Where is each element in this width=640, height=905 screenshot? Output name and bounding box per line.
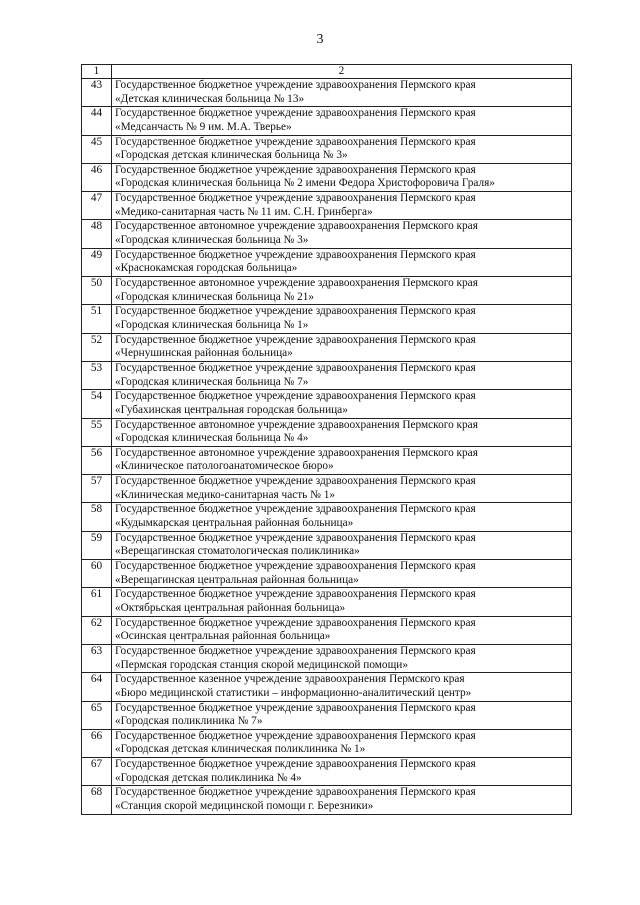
institution-type-line: Государственное бюджетное учреждение здравоохранения Пермского края <box>115 758 476 771</box>
header-cell-name: 2 <box>112 65 572 79</box>
institution-type-line: Государственное бюджетное учреждение здравоохранения Пермского края <box>115 531 476 544</box>
institution-name-line: «Осинская центральная районная больница» <box>115 630 331 643</box>
table-row <box>82 418 572 446</box>
table-row <box>82 644 572 672</box>
institution-name-line: «Медсанчасть № 9 им. М.А. Тверье» <box>115 120 292 133</box>
table-row <box>82 588 572 616</box>
institution-name-line: «Городская клиническая больница № 7» <box>115 375 309 388</box>
institution-name-line: «Краснокамская городская больница» <box>115 262 298 275</box>
institution-name-line: «Октябрьская центральная районная больница» <box>115 601 346 614</box>
institution-name-cell <box>112 588 572 616</box>
institution-name-line: «Верещагинская стоматологическая поликлиника» <box>115 545 360 558</box>
row-number-cell: 64 <box>82 673 112 701</box>
institution-name-line: «Городская детская клиническая больница № 3» <box>115 149 348 162</box>
table-row <box>82 390 572 418</box>
institution-name-cell <box>112 644 572 672</box>
row-number-cell: 59 <box>82 531 112 559</box>
institution-name-cell <box>112 277 572 305</box>
table-row <box>82 192 572 220</box>
table-row <box>82 220 572 248</box>
institution-name-line: «Медико-санитарная часть № 11 им. С.Н. Гринберга» <box>115 205 373 218</box>
institution-type-line: Государственное автономное учреждение здравоохранения Пермского края <box>115 220 478 233</box>
institution-name-cell <box>112 531 572 559</box>
institution-name-cell <box>112 418 572 446</box>
institution-name-line: «Станция скорой медицинской помощи г. Березники» <box>115 800 374 813</box>
institution-type-line: Государственное бюджетное учреждение здравоохранения Пермского края <box>115 163 476 176</box>
institution-name-line: «Городская клиническая больница № 4» <box>115 432 309 445</box>
institution-name-line: «Городская клиническая больница № 21» <box>115 290 315 303</box>
row-number-cell: 60 <box>82 560 112 588</box>
row-number-cell: 51 <box>82 305 112 333</box>
institution-name-cell <box>112 333 572 361</box>
table-row <box>82 531 572 559</box>
page-number: 3 <box>316 32 324 47</box>
table-row <box>82 786 572 814</box>
institution-name-cell <box>112 79 572 107</box>
row-number-cell: 58 <box>82 503 112 531</box>
table-row <box>82 277 572 305</box>
row-number-cell: 68 <box>82 786 112 814</box>
institution-name-line: «Пермская городская станция скорой медицинской помощи» <box>115 658 408 671</box>
table-row <box>82 729 572 757</box>
institution-type-line: Государственное бюджетное учреждение здравоохранения Пермского края <box>115 729 476 742</box>
table-row <box>82 560 572 588</box>
row-number-cell: 49 <box>82 248 112 276</box>
table-header-row <box>82 65 572 79</box>
institution-name-cell <box>112 135 572 163</box>
table-row <box>82 163 572 191</box>
institution-name-line: «Губахинская центральная городская больница» <box>115 403 348 416</box>
institution-name-cell <box>112 616 572 644</box>
institution-name-line: «Клиническая медико-санитарная часть № 1» <box>115 488 336 501</box>
row-number-cell: 57 <box>82 475 112 503</box>
table-row <box>82 107 572 135</box>
institution-name-cell <box>112 163 572 191</box>
institution-type-line: Государственное бюджетное учреждение здравоохранения Пермского края <box>115 192 476 205</box>
institution-name-cell <box>112 701 572 729</box>
row-number-cell: 54 <box>82 390 112 418</box>
institution-type-line: Государственное автономное учреждение здравоохранения Пермского края <box>115 418 478 431</box>
institution-name-line: «Городская поликлиника № 7» <box>115 715 263 728</box>
table-body <box>82 65 572 815</box>
table-row <box>82 361 572 389</box>
institution-type-line: Государственное бюджетное учреждение здравоохранения Пермского края <box>115 644 476 657</box>
institution-type-line: Государственное бюджетное учреждение здравоохранения Пермского края <box>115 560 476 573</box>
institution-type-line: Государственное бюджетное учреждение здравоохранения Пермского края <box>115 135 476 148</box>
institution-name-cell <box>112 729 572 757</box>
table-row <box>82 616 572 644</box>
table-row <box>82 135 572 163</box>
row-number-cell: 67 <box>82 758 112 786</box>
row-number-cell: 63 <box>82 644 112 672</box>
institution-name-line: «Кудымкарская центральная районная больница» <box>115 517 354 530</box>
institution-name-line: «Городская клиническая больница № 1» <box>115 318 309 331</box>
institution-name-cell <box>112 503 572 531</box>
table-row <box>82 446 572 474</box>
institution-type-line: Государственное бюджетное учреждение здравоохранения Пермского края <box>115 79 476 91</box>
institution-name-line: «Детская клиническая больница № 13» <box>115 92 305 105</box>
table-row <box>82 333 572 361</box>
row-number-cell: 50 <box>82 277 112 305</box>
institution-type-line: Государственное бюджетное учреждение здравоохранения Пермского края <box>115 390 476 403</box>
table-row <box>82 248 572 276</box>
institution-name-cell <box>112 758 572 786</box>
row-number-cell: 61 <box>82 588 112 616</box>
table-row <box>82 673 572 701</box>
institution-type-line: Государственное казенное учреждение здравоохранения Пермского края <box>115 673 465 686</box>
table-row <box>82 305 572 333</box>
table-row <box>82 79 572 107</box>
institution-name-cell <box>112 248 572 276</box>
row-number-cell: 53 <box>82 361 112 389</box>
institution-name-cell <box>112 305 572 333</box>
row-number-cell: 52 <box>82 333 112 361</box>
institution-name-line: «Верещагинская центральная районная больница» <box>115 573 359 586</box>
institution-name-line: «Клиническое патологоанатомическое бюро» <box>115 460 334 473</box>
institution-name-line: «Городская клиническая больница № 3» <box>115 234 309 247</box>
institution-type-line: Государственное бюджетное учреждение здравоохранения Пермского края <box>115 333 476 346</box>
institution-name-cell <box>112 361 572 389</box>
row-number-cell: 47 <box>82 192 112 220</box>
institution-type-line: Государственное бюджетное учреждение здравоохранения Пермского края <box>115 701 476 714</box>
institution-name-cell <box>112 560 572 588</box>
row-number-cell: 44 <box>82 107 112 135</box>
institution-type-line: Государственное бюджетное учреждение здравоохранения Пермского края <box>115 588 476 601</box>
institution-type-line: Государственное бюджетное учреждение здравоохранения Пермского края <box>115 361 476 374</box>
institution-type-line: Государственное бюджетное учреждение здравоохранения Пермского края <box>115 503 476 516</box>
table-row <box>82 701 572 729</box>
institution-type-line: Государственное автономное учреждение здравоохранения Пермского края <box>115 277 478 290</box>
row-number-cell: 56 <box>82 446 112 474</box>
institution-name-cell <box>112 786 572 814</box>
table-row <box>82 503 572 531</box>
institution-name-line: «Бюро медицинской статистики – информационно-аналитический центр» <box>115 686 472 699</box>
institution-type-line: Государственное бюджетное учреждение здравоохранения Пермского края <box>115 616 476 629</box>
institution-name-line: «Городская детская поликлиника № 4» <box>115 771 302 784</box>
row-number-cell: 45 <box>82 135 112 163</box>
institution-name-line: «Городская клиническая больница № 2 имени Федора Христофоровича Граля» <box>115 177 495 190</box>
institutions-table <box>81 64 572 815</box>
table-row <box>82 758 572 786</box>
institution-type-line: Государственное бюджетное учреждение здравоохранения Пермского края <box>115 248 476 261</box>
row-number-cell: 43 <box>82 79 112 107</box>
institution-name-cell <box>112 220 572 248</box>
institution-name-cell <box>112 192 572 220</box>
row-number-cell: 65 <box>82 701 112 729</box>
institution-name-line: «Чернушинская районная больница» <box>115 347 293 360</box>
institution-name-cell <box>112 475 572 503</box>
institution-type-line: Государственное бюджетное учреждение здравоохранения Пермского края <box>115 305 476 318</box>
header-cell-number: 1 <box>82 65 112 79</box>
institution-type-line: Государственное бюджетное учреждение здравоохранения Пермского края <box>115 475 476 488</box>
institution-type-line: Государственное автономное учреждение здравоохранения Пермского края <box>115 446 478 459</box>
institution-name-cell <box>112 390 572 418</box>
institution-name-cell <box>112 673 572 701</box>
institution-name-line: «Городская детская клиническая поликлиника № 1» <box>115 743 366 756</box>
table-row <box>82 475 572 503</box>
row-number-cell: 66 <box>82 729 112 757</box>
institution-type-line: Государственное бюджетное учреждение здравоохранения Пермского края <box>115 786 476 799</box>
institution-name-cell <box>112 446 572 474</box>
row-number-cell: 46 <box>82 163 112 191</box>
institution-type-line: Государственное бюджетное учреждение здравоохранения Пермского края <box>115 107 476 120</box>
institution-name-cell <box>112 107 572 135</box>
row-number-cell: 48 <box>82 220 112 248</box>
row-number-cell: 62 <box>82 616 112 644</box>
row-number-cell: 55 <box>82 418 112 446</box>
